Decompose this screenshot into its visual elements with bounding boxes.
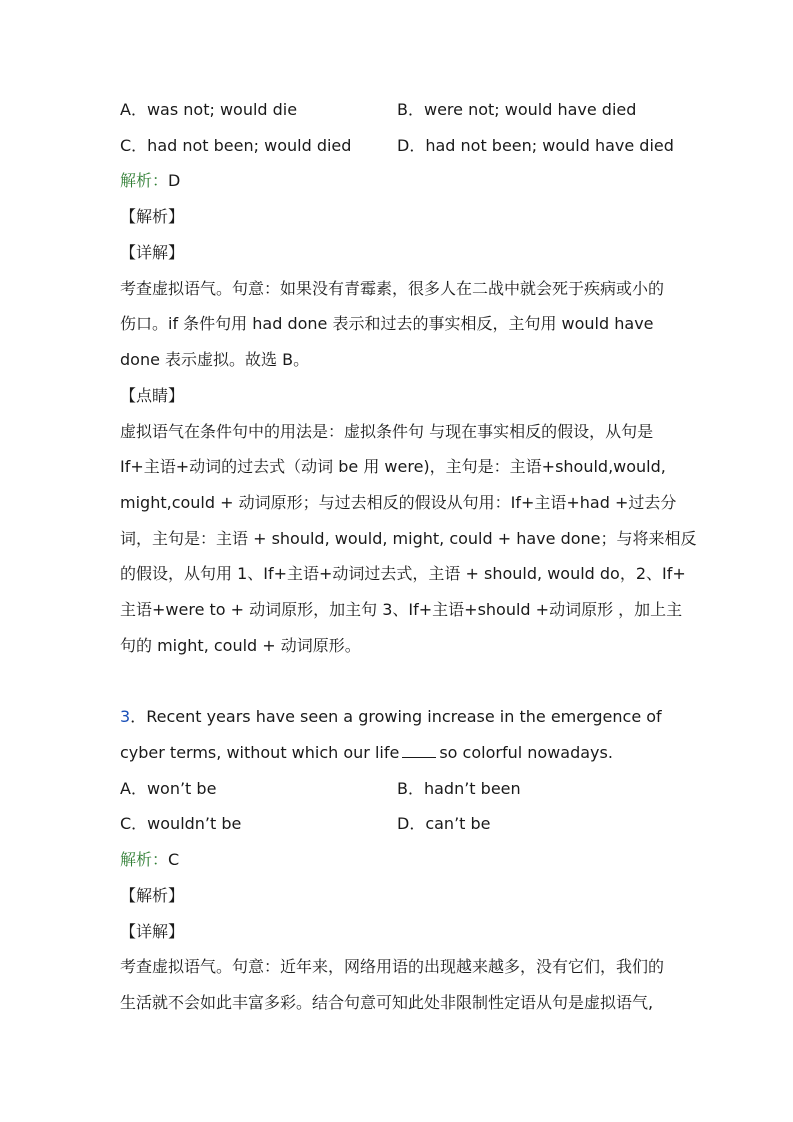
q2-option-c: C．had not been; would died bbox=[120, 136, 352, 155]
q2-option-d: D．had not been; would have died bbox=[397, 136, 674, 155]
q2-option-a: A．was not; would die bbox=[120, 100, 298, 119]
q3-option-a: A．won’t be bbox=[120, 779, 217, 798]
q3-stem-text: so colorful nowadays. bbox=[439, 743, 613, 762]
q3-section-xiangjie: 【详解】 bbox=[120, 922, 185, 941]
q2-answer-line bbox=[120, 171, 180, 191]
q3-number-sep: ． bbox=[130, 707, 147, 726]
q3-stem-text: cyber terms, without which our life bbox=[120, 743, 400, 762]
q2-note-line: 词，主句是：主语 + should, would, might, could + have done；与将来相反 bbox=[120, 529, 697, 548]
q2-detail-line: 伤口。if 条件句用 had done 表示和过去的事实相反，主句用 would have bbox=[120, 314, 654, 333]
q2-note-line: 主语+were to + 动词原形，加主句 3、If+主语+should +动词原形 ，加上主 bbox=[120, 600, 683, 619]
q2-answer-value: D bbox=[168, 171, 181, 190]
q3-number: 3 bbox=[120, 707, 131, 726]
q2-note-line: 句的 might, could + 动词原形。 bbox=[120, 636, 361, 655]
q3-answer-line bbox=[120, 850, 179, 870]
q2-section-jiexi: 【解析】 bbox=[120, 207, 185, 226]
q2-detail-line: done 表示虚拟。故选 B。 bbox=[120, 350, 310, 369]
q3-detail-line: 考查虚拟语气。句意：近年来，网络用语的出现越来越多，没有它们，我们的 bbox=[120, 957, 665, 976]
answer-blank bbox=[402, 743, 436, 758]
q2-answer-label: 解析： bbox=[120, 171, 169, 190]
q3-answer-value: C bbox=[168, 850, 180, 869]
q3-section-jiexi: 【解析】 bbox=[120, 886, 185, 905]
q2-note-line: 的假设，从句用 1、If+主语+动词过去式，主语 + should, would do，2、If+ bbox=[120, 564, 686, 583]
q3-stem-line bbox=[120, 707, 662, 727]
q3-stem-text: Recent years have seen a growing increase in the emergence of bbox=[146, 707, 662, 726]
q3-detail-line: 生活就不会如此丰富多彩。结合句意可知此处非限制性定语从句是虚拟语气, bbox=[120, 993, 654, 1012]
q3-option-c: C．wouldn’t be bbox=[120, 814, 242, 833]
q2-note-line: If+主语+动词的过去式（动词 be 用 were)，主句是：主语+should,would, bbox=[120, 457, 666, 476]
q2-option-b: B．were not; would have died bbox=[397, 100, 637, 119]
q2-section-xiangjie: 【详解】 bbox=[120, 243, 185, 262]
q3-stem-line bbox=[120, 743, 613, 763]
q2-note-line: 虚拟语气在条件句中的用法是：虚拟条件句 与现在事实相反的假设，从句是 bbox=[120, 422, 654, 441]
q2-section-dianjing: 【点睛】 bbox=[120, 386, 185, 405]
q2-detail-line: 考查虚拟语气。句意：如果没有青霉素，很多人在二战中就会死于疾病或小的 bbox=[120, 279, 665, 298]
q3-option-b: B．hadn’t been bbox=[397, 779, 521, 798]
q3-option-d: D．can’t be bbox=[397, 814, 491, 833]
q2-note-line: might,could + 动词原形；与过去相反的假设从句用：If+主语+had +过去分 bbox=[120, 493, 677, 512]
q3-answer-label: 解析： bbox=[120, 850, 169, 869]
